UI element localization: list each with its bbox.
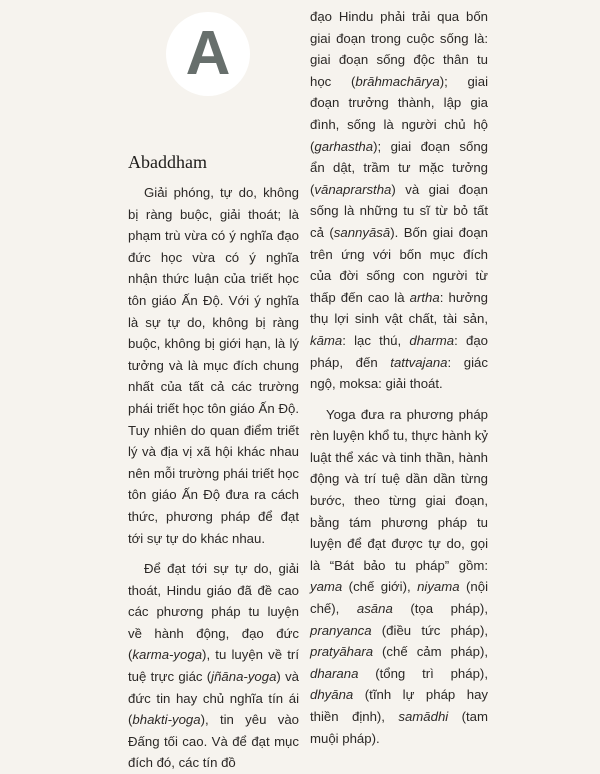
term-dhyana: dhyāna xyxy=(310,687,354,703)
term-samadhi: samādhi xyxy=(398,709,449,724)
text-run: : đạo pháp, đến xyxy=(310,332,488,370)
text-run: : hưởng thụ lợi sinh vật chất, tài sản, xyxy=(310,289,488,327)
term-yama: yama xyxy=(310,579,343,595)
text-run: ), tu luyện về trí tuệ trực giác ( xyxy=(128,647,299,685)
term-niyama: niyama xyxy=(417,579,460,595)
text-run: (tọa pháp), xyxy=(392,601,488,617)
section-letter-badge xyxy=(166,12,250,96)
term-pranyanca: pranyanca xyxy=(310,622,372,638)
text-run: ); giai đoạn trưởng thành, lập gia đình, sống là người chủ hộ ( xyxy=(310,73,488,154)
text-run: Yoga đưa ra phương pháp rèn luyện khổ tu, thực hành kỷ luật thể xác và tinh thần, hành động và trí tuệ dần dần từng bước, theo từng giai đoạn, bằng tám phương pháp tu luyện để đạt được tự do, gọi là “Bát bảo tu pháp” gồm: xyxy=(310,406,488,573)
text-run: : lạc thú, xyxy=(342,332,410,348)
text-run: ) và đức tin hay chủ nghĩa tín ái ( xyxy=(128,669,299,728)
text-run: ); giai đoạn sống ẩn dật, trầm tư mặc tưởng ( xyxy=(310,138,488,197)
text-run: (tam muội pháp). xyxy=(310,709,488,746)
text-run: ). Bốn giai đoạn trên ứng với bốn mục đích của đời sống con người từ thấp đến cao là xyxy=(310,224,488,305)
text-run: (nội chế), xyxy=(310,579,489,617)
left-paragraph-1: Giải phóng, tự do, không bị ràng buộc, giải thoát; là phạm trù vừa có ý nghĩa đạo đức học vừa có ý nghĩa nhận thức luận của triết học tôn giáo Ấn Độ. Với ý nghĩa là sự tự do, không bị ràng buộc, không bị giới hạn, là lý tưởng và là mục đích chung nhất của tất cả các trường phái triết học tôn giáo Ấn Độ. Tuy nhiên do quan điểm triết lý và địa vị xã hội khác nhau nên mỗi trường phái triết học tôn giáo Ấn Độ đưa ra cách thức, phương pháp để đạt tới sự tự do khác nhau. xyxy=(128,185,299,546)
text-run: đạo Hindu phải trải qua bốn giai đoạn trong cuộc sống là: giai đoạn sống độc thân tu học ( xyxy=(310,9,488,89)
term-bhakti-yoga: bhakti-yoga xyxy=(132,712,201,728)
text-run: (tổng trì pháp), xyxy=(358,665,488,681)
term-tattvajana: tattvajana xyxy=(390,354,448,370)
left-column xyxy=(128,150,299,774)
text-run: (điều tức pháp), xyxy=(371,622,488,638)
term-asana: asāna xyxy=(356,601,393,617)
term-jnana-yoga: jñāna-yoga xyxy=(211,669,277,685)
left-paragraph-2 xyxy=(128,558,299,774)
term-sannyasa: sannyāsā xyxy=(333,224,391,240)
term-brahmacharya: brāhmachārya xyxy=(355,73,440,89)
term-karma-yoga: karma-yoga xyxy=(132,647,203,663)
section-letter: A xyxy=(185,19,231,88)
text-run: ) và giai đoạn sống là những tu sĩ từ bỏ tất cả ( xyxy=(310,181,488,240)
text-run: : giác ngộ, moksa: giải thoát. xyxy=(310,354,488,392)
text-run: (chế cảm pháp), xyxy=(373,644,488,660)
text-run: (tĩnh lự pháp hay thiền định), xyxy=(310,687,488,724)
right-paragraph-2 xyxy=(310,404,488,750)
entry-headword: Abaddham xyxy=(128,152,207,172)
term-vanaprarstha: vānaprarstha xyxy=(314,181,392,197)
text-run: ), tin yêu vào Đấng tối cao. Và để đạt mục đích đó, các tín đồ xyxy=(128,712,299,771)
term-dharma: dharma xyxy=(409,332,455,348)
term-artha: artha xyxy=(409,289,440,305)
text-run: (chế giới), xyxy=(342,579,418,595)
term-kama: kāma xyxy=(310,332,343,348)
right-paragraph-1 xyxy=(310,6,488,395)
term-garhastha: garhastha xyxy=(314,138,374,154)
term-dharana: dharana xyxy=(310,665,359,681)
right-column xyxy=(310,6,488,749)
term-pratyahara: pratyāhara xyxy=(310,644,374,660)
text-run: Để đạt tới sự tự do, giải thoát, Hindu giáo đã đề cao các phương pháp tu luyện về hành động, đạo đức ( xyxy=(128,561,299,663)
